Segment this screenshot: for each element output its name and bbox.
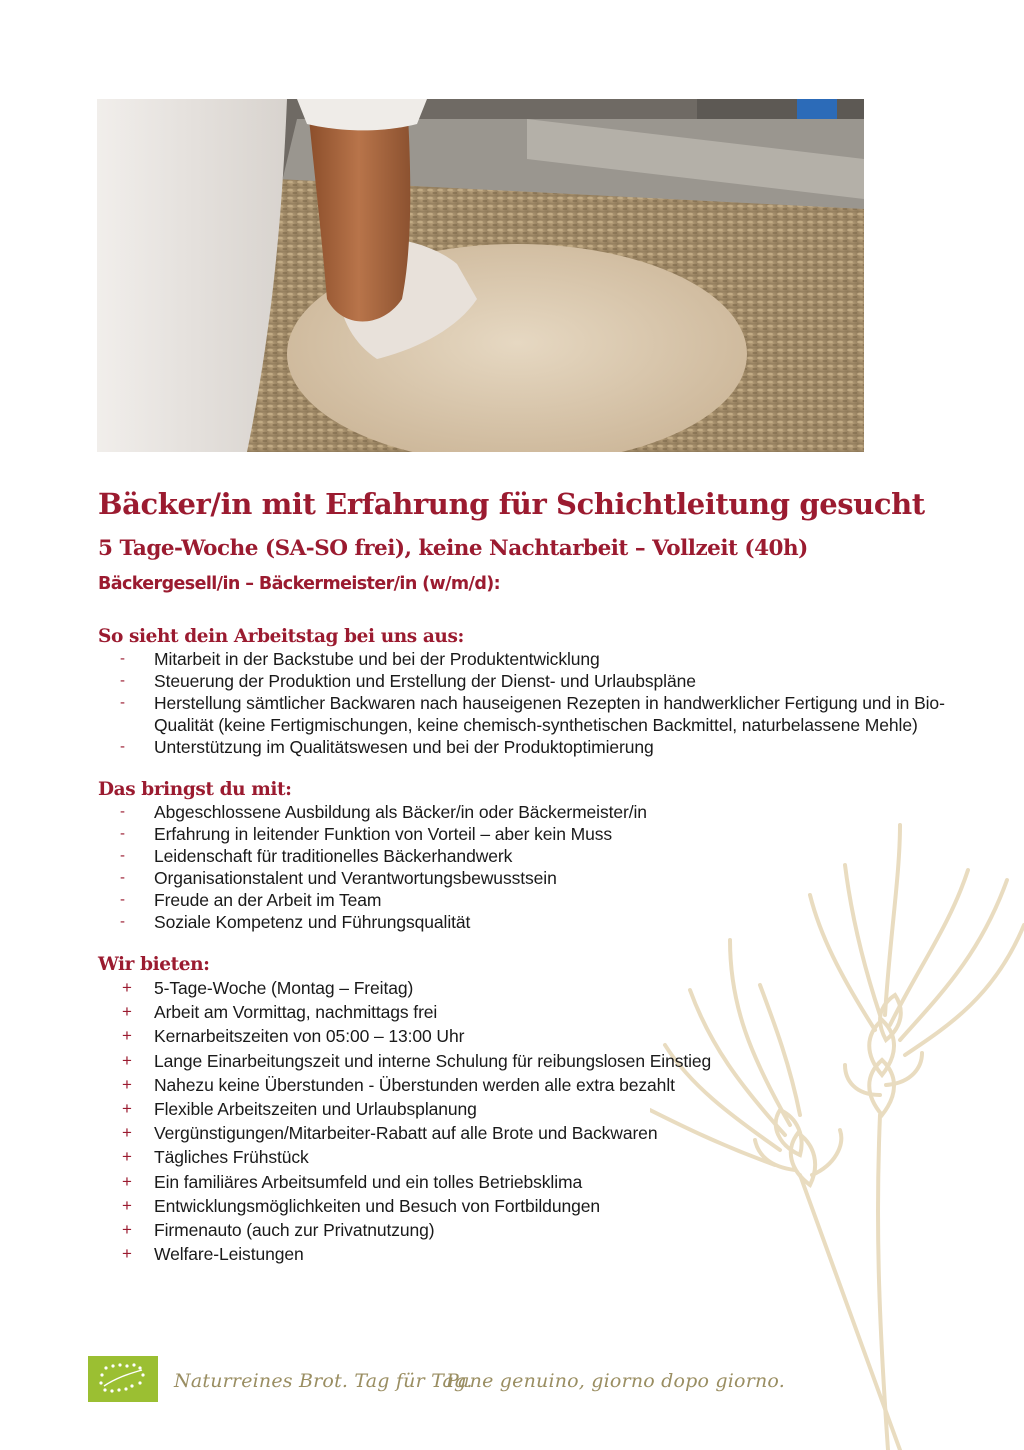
dash-bullet-icon: - xyxy=(120,672,125,689)
benefits-list xyxy=(98,976,958,1266)
list-item: - Leidenschaft für traditionelles Bäckerhandwerk xyxy=(120,846,513,866)
dash-bullet-icon: - xyxy=(120,694,125,711)
section-daily-work xyxy=(98,626,958,758)
plus-bullet-icon: + xyxy=(122,1244,132,1264)
list-item: + Tägliches Frühstück xyxy=(98,1145,958,1169)
dash-bullet-icon: - xyxy=(120,650,125,667)
list-item: + Firmenauto (auch zur Privatnutzung) xyxy=(98,1218,958,1242)
hero-photo xyxy=(97,99,864,452)
slogan-italian: Pane genuino, giorno dopo giorno. xyxy=(446,1370,785,1392)
list-item: - Mitarbeit in der Backstube und bei der Produktentwicklung xyxy=(120,649,600,669)
plus-bullet-icon: + xyxy=(122,1026,132,1046)
daily-work-list xyxy=(98,648,958,758)
section-heading: Wir bieten: xyxy=(98,954,210,975)
dash-bullet-icon: - xyxy=(120,891,125,908)
list-item: + Ein familiäres Arbeitsumfeld und ein tolles Betriebsklima xyxy=(98,1170,958,1194)
section-heading: Das bringst du mit: xyxy=(98,779,292,800)
list-item: + Arbeit am Vormittag, nachmittags frei xyxy=(98,1000,958,1024)
list-item: + Entwicklungsmöglichkeiten und Besuch von Fortbildungen xyxy=(98,1194,958,1218)
dash-bullet-icon: - xyxy=(120,825,125,842)
plus-bullet-icon: + xyxy=(122,978,132,997)
job-role: Bäckergesell/in – Bäckermeister/in (w/m/d): xyxy=(98,574,501,594)
baker-kneading-dough-image xyxy=(97,99,864,452)
requirements-list xyxy=(98,801,958,933)
plus-bullet-icon: + xyxy=(122,1050,132,1070)
list-item: - Abgeschlossene Ausbildung als Bäcker/in oder Bäckermeister/in xyxy=(120,802,647,822)
plus-bullet-icon: + xyxy=(122,1195,132,1215)
list-item: + Lange Einarbeitungszeit und interne Schulung für reibungslosen Einstieg xyxy=(98,1049,958,1073)
footer xyxy=(88,1356,785,1402)
plus-bullet-icon: + xyxy=(122,1147,132,1167)
slogan-german: Naturreines Brot. Tag für Tag. xyxy=(174,1370,473,1392)
dash-bullet-icon: - xyxy=(120,847,125,864)
list-item: + Nahezu keine Überstunden - Überstunden werden alle extra bezahlt xyxy=(98,1073,958,1097)
dash-bullet-icon: - xyxy=(120,738,125,755)
list-item: - Steuerung der Produktion und Erstellung der Dienst- und Urlaubspläne xyxy=(120,671,696,691)
list-item: - Unterstützung im Qualitätswesen und bei der Produktoptimierung xyxy=(120,737,654,757)
list-item: + Flexible Arbeitszeiten und Urlaubsplanung xyxy=(98,1097,958,1121)
job-subtitle: 5 Tage-Woche (SA-SO frei), keine Nachtarbeit – Vollzeit (40h) xyxy=(98,536,808,561)
list-item: - Soziale Kompetenz und Führungsqualität xyxy=(120,912,471,932)
plus-bullet-icon: + xyxy=(122,1002,132,1022)
plus-bullet-icon: + xyxy=(122,1123,132,1143)
dash-bullet-icon: - xyxy=(120,913,125,930)
plus-bullet-icon: + xyxy=(122,1220,132,1240)
list-item: - Freude an der Arbeit im Team xyxy=(120,890,382,910)
section-heading: So sieht dein Arbeitstag bei uns aus: xyxy=(98,626,464,647)
list-item: - Organisationstalent und Verantwortungsbewusstsein xyxy=(120,868,557,888)
list-item: + Kernarbeitszeiten von 05:00 – 13:00 Uhr xyxy=(98,1024,958,1048)
list-item: - Erfahrung in leitender Funktion von Vorteil – aber kein Muss xyxy=(120,824,613,844)
eu-organic-logo-icon xyxy=(88,1356,158,1402)
plus-bullet-icon: + xyxy=(122,1099,132,1119)
list-item: + Welfare-Leistungen xyxy=(98,1242,958,1266)
list-item: + Vergünstigungen/Mitarbeiter-Rabatt auf alle Brote und Backwaren xyxy=(98,1121,958,1145)
job-title: Bäcker/in mit Erfahrung für Schichtleitung gesucht xyxy=(98,487,925,521)
dash-bullet-icon: - xyxy=(120,803,125,820)
plus-bullet-icon: + xyxy=(122,1171,132,1191)
section-requirements xyxy=(98,779,958,933)
section-benefits xyxy=(98,954,958,1266)
job-ad-content xyxy=(98,484,958,1266)
list-item: - Herstellung sämtlicher Backwaren nach hauseigenen Rezepten in handwerklicher Fertigung und in Bio-Qualität (keine Fertigmischungen, keine chemisch-synthetischen Backmittel, naturbelassene Mehle) xyxy=(120,693,945,735)
plus-bullet-icon: + xyxy=(122,1074,132,1094)
dash-bullet-icon: - xyxy=(120,869,125,886)
list-item: + 5-Tage-Woche (Montag – Freitag) xyxy=(98,976,958,1000)
